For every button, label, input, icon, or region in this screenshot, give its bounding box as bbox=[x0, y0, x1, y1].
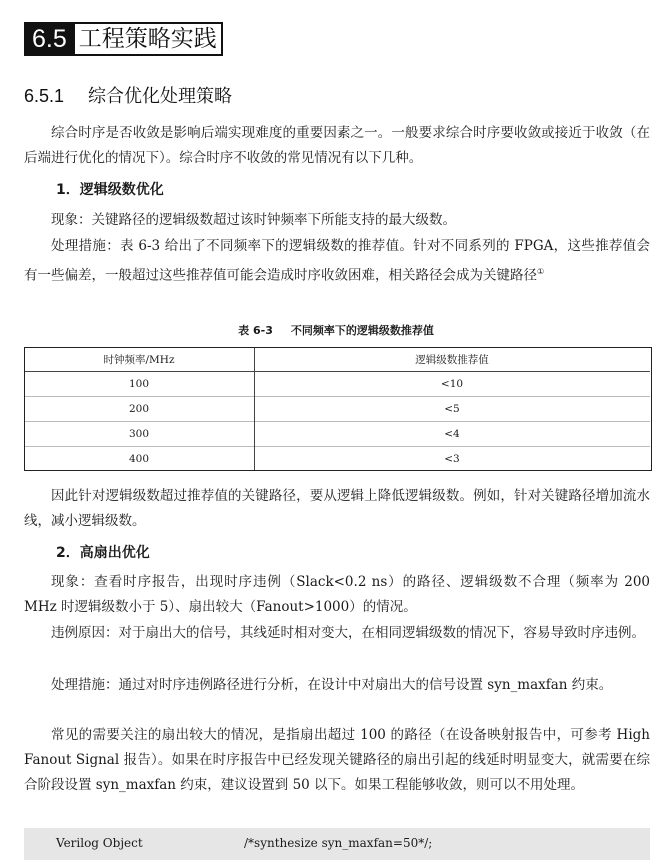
table-cell: 200 bbox=[24, 397, 254, 422]
item1-measure bbox=[24, 234, 650, 289]
code-example bbox=[24, 828, 650, 860]
item2-cause: 违例原因：对于扇出大的信号，其线延时相对变大，在相同逻辑级数的情况下，容易导致时序违例。 bbox=[51, 625, 645, 641]
table-row bbox=[24, 422, 650, 447]
table-cell: <5 bbox=[254, 397, 650, 422]
table-row bbox=[24, 397, 650, 422]
table-cell: <4 bbox=[254, 422, 650, 447]
section-heading bbox=[24, 82, 232, 108]
section-title: 综合优化处理策略 bbox=[88, 86, 233, 107]
table-cell: 400 bbox=[128, 453, 150, 465]
table-cell: 100 bbox=[24, 372, 254, 397]
item1-phenomenon: 现象：关键路径的逻辑级数超过该时钟频率下所能支持的最大级数。 bbox=[51, 212, 456, 228]
table-header-row bbox=[24, 347, 650, 372]
table-caption-number: 表 6-3 bbox=[238, 324, 273, 337]
table-cell: 300 bbox=[24, 422, 254, 447]
table-cell: <3 bbox=[444, 453, 460, 465]
code-object-label: Verilog Object bbox=[56, 836, 143, 850]
item2-heading: 2．高扇出优化 bbox=[56, 545, 150, 561]
item1-heading: 1．逻辑级数优化 bbox=[56, 182, 164, 198]
item1-measure-text: 处理措施：表 6-3 给出了不同频率下的逻辑级数的推荐值。针对不同系列的 FPGA，这些推荐值会有一些偏差，一般超过这些推荐值可能会造成时序收敛困难，相关路径会成为关键路径 bbox=[24, 238, 650, 284]
table-column-divider bbox=[254, 348, 255, 470]
footnote-mark: ① bbox=[537, 267, 545, 276]
table-row bbox=[24, 447, 650, 472]
table-row bbox=[24, 372, 650, 397]
code-text: /*synthesize syn_maxfan=50*/; bbox=[244, 836, 433, 850]
table-cell: <10 bbox=[254, 372, 650, 397]
item2-measure: 处理措施：通过对时序违例路径进行分析，在设计中对扇出大的信号设置 syn_maxfan 约束。 bbox=[51, 677, 613, 693]
table-caption-title: 不同频率下的逻辑级数推荐值 bbox=[290, 324, 434, 337]
item2-note: 常见的需要关注的扇出较大的情况，是指扇出超过 100 的路径（在设备映射报告中，可参考 High Fanout Signal 报告）。如果在时序报告中已经发现关键路径的扇出引起的线延时明显变大，就需要在综合阶段设置 syn_maxfan 约束，建议设置到 50 以下。如果工程能够收敛，则可以不用处理。 bbox=[24, 727, 650, 793]
chapter-heading bbox=[24, 22, 223, 56]
chapter-number: 6.5 bbox=[24, 22, 75, 56]
table-header-cell: 逻辑级数推荐值 bbox=[254, 347, 650, 372]
table-caption bbox=[0, 322, 672, 338]
table-header-cell: 时钟频率/MHz bbox=[24, 347, 254, 372]
chapter-title: 工程策略实践 bbox=[75, 22, 223, 56]
after-table-paragraph: 因此针对逻辑级数超过推荐值的关键路径，要从逻辑上降低逻辑级数。例如，针对关键路径增加流水线，减小逻辑级数。 bbox=[24, 488, 650, 529]
logic-level-table bbox=[24, 347, 650, 471]
item2-phenomenon: 现象：查看时序报告，出现时序违例（Slack<0.2 ns）的路径、逻辑级数不合理（频率为 200 MHz 时逻辑级数小于 5）、扇出较大（Fanout>1000）的情况。 bbox=[24, 574, 650, 615]
intro-paragraph: 综合时序是否收敛是影响后端实现难度的重要因素之一。一般要求综合时序要收敛或接近于收敛（在后端进行优化的情况下）。综合时序不收敛的常见情况有以下几种。 bbox=[24, 125, 650, 166]
section-number: 6.5.1 bbox=[24, 86, 65, 106]
